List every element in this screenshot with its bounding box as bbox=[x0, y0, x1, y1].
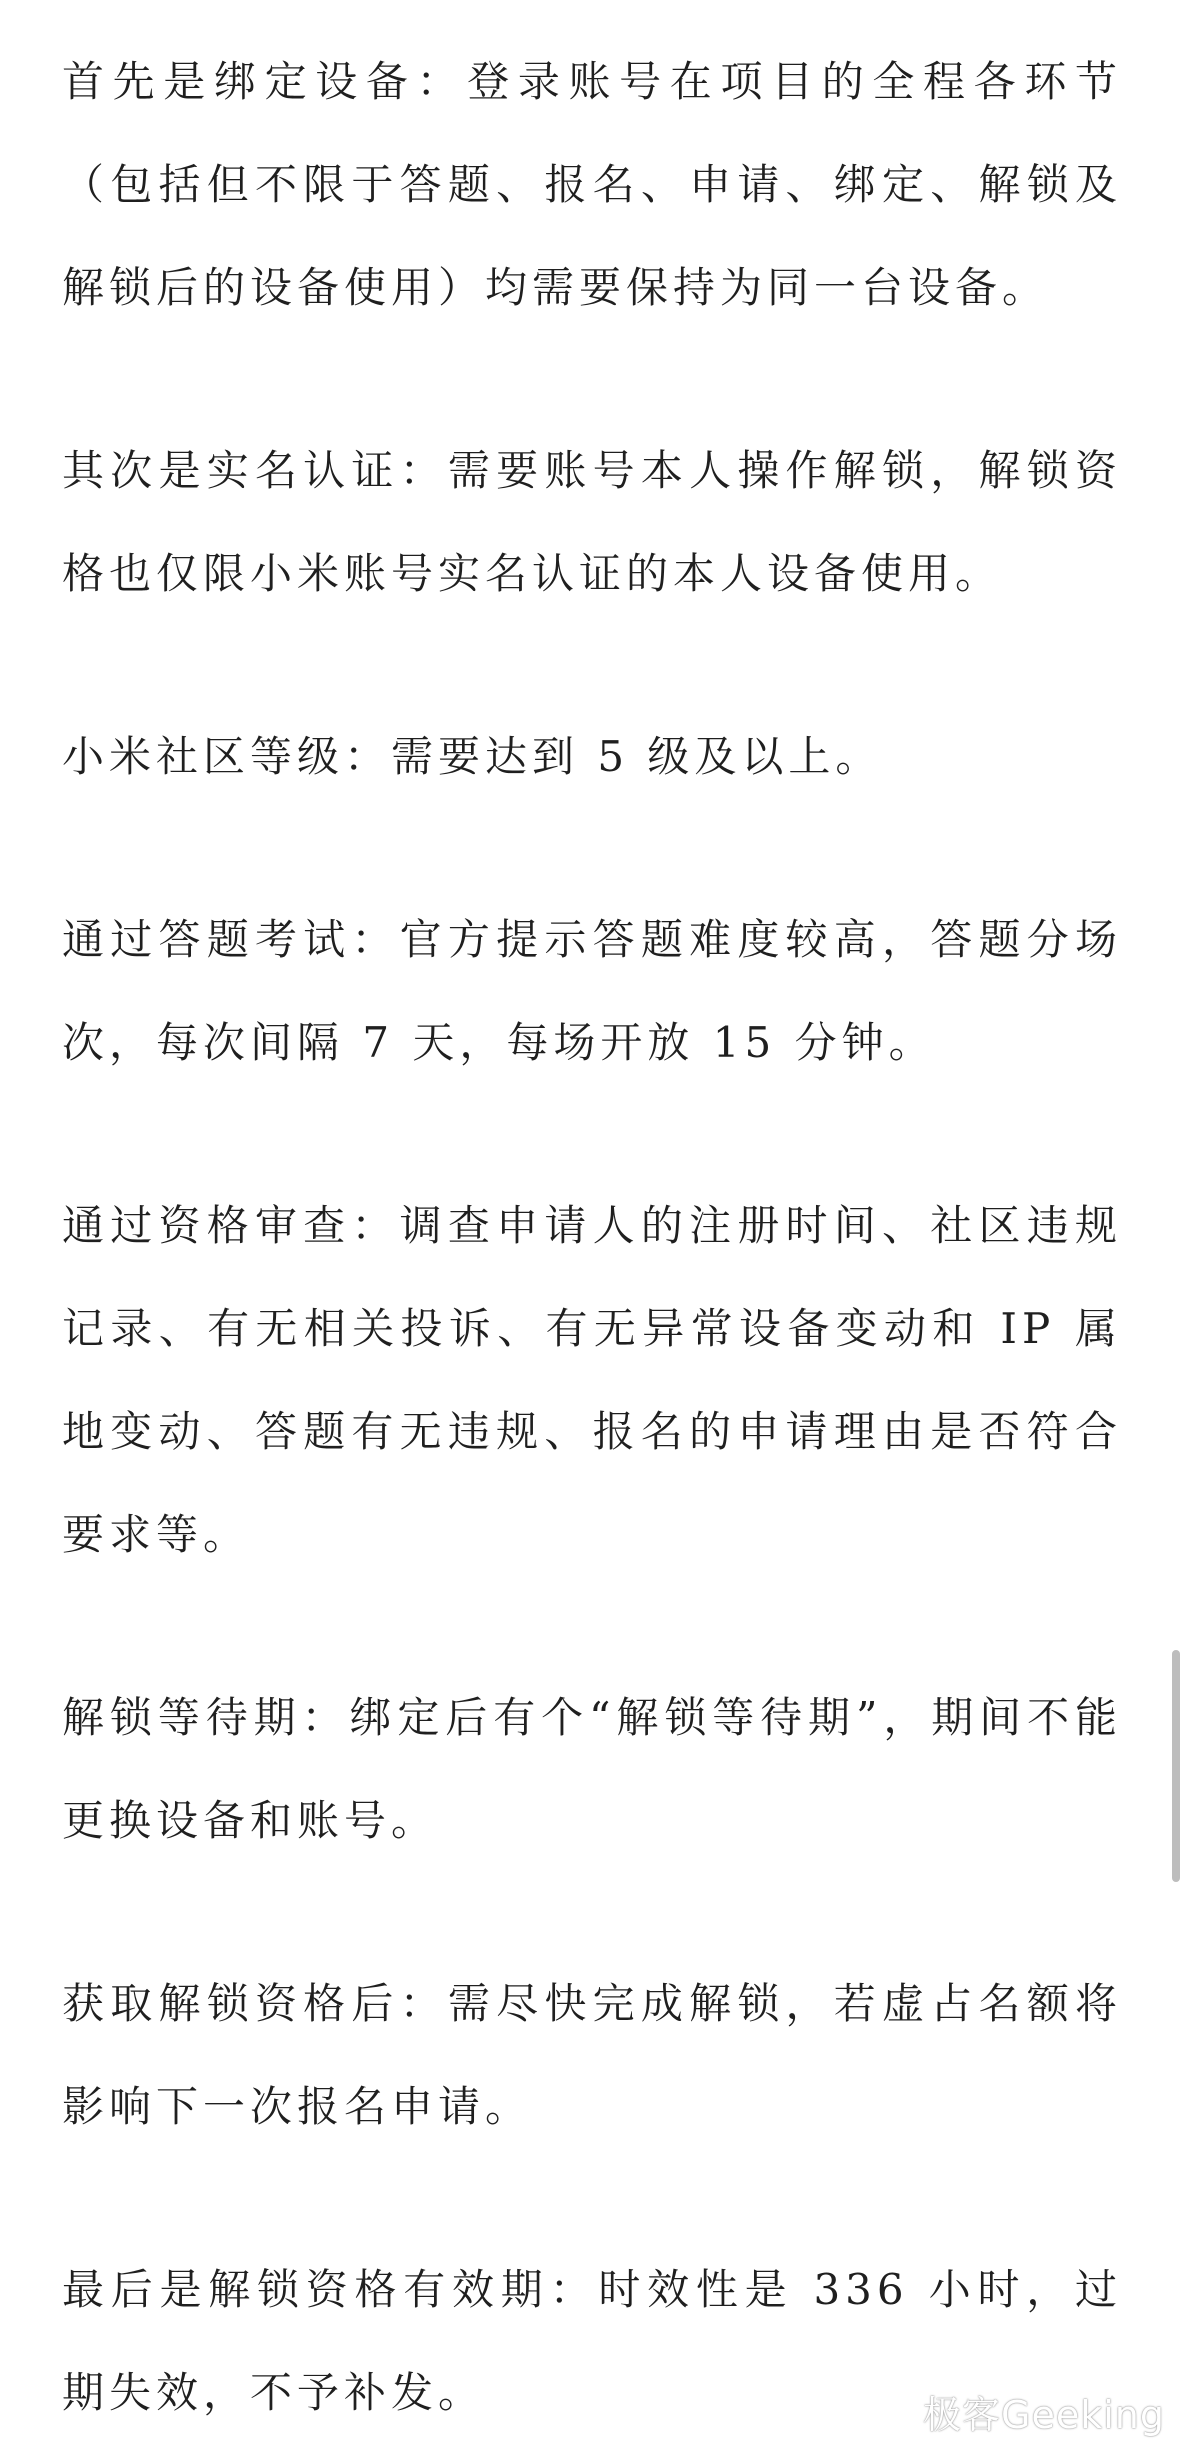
article-body bbox=[62, 30, 1122, 2444]
paragraph-real-name: 其次是实名认证：需要账号本人操作解锁，解锁资格也仅限小米账号实名认证的本人设备使用。 bbox=[62, 446, 1122, 598]
watermark: 极客Geeking bbox=[923, 2393, 1165, 2437]
paragraph-waiting-period: 解锁等待期：绑定后有个“解锁等待期”，期间不能更换设备和账号。 bbox=[62, 1693, 1122, 1845]
scrollbar-thumb[interactable] bbox=[1172, 1650, 1180, 1882]
paragraph-after-qualification: 获取解锁资格后：需尽快完成解锁，若虚占名额将影响下一次报名申请。 bbox=[62, 1979, 1122, 2131]
paragraph-bind-device: 首先是绑定设备：登录账号在项目的全程各环节（包括但不限于答题、报名、申请、绑定、解锁及解锁后的设备使用）均需要保持为同一台设备。 bbox=[62, 57, 1122, 312]
paragraph-exam: 通过答题考试：官方提示答题难度较高，答题分场次，每次间隔 7 天，每场开放 15 分钟。 bbox=[62, 915, 1122, 1067]
paragraph-community-level: 小米社区等级：需要达到 5 级及以上。 bbox=[62, 732, 883, 781]
paragraph-qualification-review: 通过资格审查：调查申请人的注册时间、社区违规记录、有无相关投诉、有无异常设备变动和 IP 属地变动、答题有无违规、报名的申请理由是否符合要求等。 bbox=[62, 1201, 1122, 1559]
paragraph-validity: 最后是解锁资格有效期：时效性是 336 小时，过期失效，不予补发。 bbox=[62, 2265, 1122, 2417]
